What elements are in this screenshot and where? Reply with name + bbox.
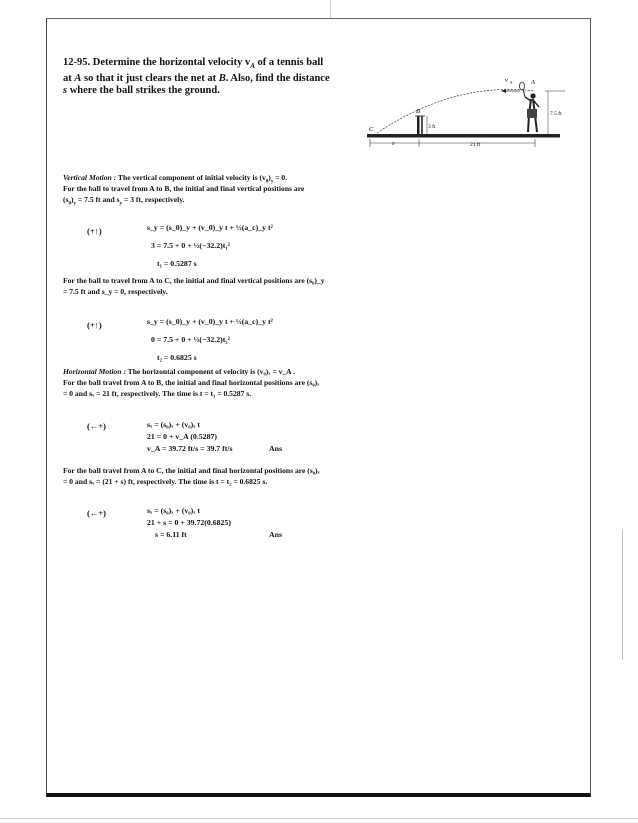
problem-statement: 12-95. Determine the horizontal velocity $v_A$ of a tennis ball at A so that it just clears the net at B. Also, find the distance s where the ball strikes the ground.: [63, 57, 330, 97]
equation: 3 = 7.5 + 0 + ½(−32.2)t₁²: [151, 241, 230, 250]
sign-convention-up: (+↑): [87, 320, 102, 330]
net-post: [421, 116, 423, 134]
equation: s = 6.11 ft: [155, 530, 187, 539]
sign-convention-left: (←+): [87, 421, 107, 431]
answer-label: Ans: [269, 530, 283, 539]
tennis-figure: [365, 69, 590, 164]
vertical-intro-line3: $(s_0)_y = 7.5$ ft and $s_y = 3$ ft, respectively.: [63, 195, 185, 207]
equation: v_A = 39.72 ft/s = 39.7 ft/s: [147, 444, 233, 453]
equation: s_y = (s_0)_y + (v_0)_y t + ½(a_c)_y t²: [147, 317, 273, 326]
sign-convention-up: (+↑): [87, 226, 102, 236]
vertical-intro-line5: = 7.5 ft and s_y = 0, respectively.: [63, 287, 168, 296]
label-b: B: [416, 108, 420, 115]
document-page: [46, 18, 591, 797]
label-va: v: [505, 78, 508, 84]
scan-edge-mark: [330, 0, 331, 18]
equation: t₂ = 0.6825 s: [157, 353, 197, 362]
answer-label: Ans: [269, 444, 283, 453]
equation: t₁ = 0.5287 s: [157, 259, 197, 268]
equation: 21 = 0 + v_A (0.5287): [147, 432, 217, 441]
horizontal-intro-line1: Horizontal Motion : The horizontal component of velocity is (v₀)ₓ = v_A .: [63, 367, 296, 376]
svg-text:A: A: [510, 80, 513, 85]
scan-bottom-line: [0, 818, 638, 819]
vertical-intro-line4: For the ball to travel from A to C, the initial and final vertical positions are (s₀)_y: [63, 276, 325, 285]
equation: sₓ = (s₀)ₓ + (v₀)ₓ t: [147, 506, 200, 515]
horizontal-intro-line2: For the ball travel from A to B, the initial and final horizontal positions are (s₀)ₓ: [63, 378, 320, 387]
ground: [367, 134, 560, 138]
equation: 0 = 7.5 + 0 + ½(−32.2)t₂²: [151, 335, 230, 344]
label-a: A: [531, 79, 535, 86]
problem-number: 12-95.: [63, 57, 91, 68]
equation: 21 + s = 0 + 39.72(0.6825): [147, 518, 231, 527]
horizontal-intro-line5: = 0 and sₓ = (21 + s) ft, respectively. The time is t = t₂ = 0.6825 s.: [63, 477, 268, 486]
label-c: C: [369, 126, 374, 133]
label-s: s: [392, 141, 395, 147]
equation: sₓ = (s₀)ₓ + (v₀)ₓ t: [147, 420, 200, 429]
vertical-intro-line2: For the ball to travel from A to B, the initial and final vertical positions are: [63, 184, 305, 193]
label-21ft: 21 ft: [470, 142, 481, 148]
ball-trajectory: [377, 89, 535, 133]
problem-text: Determine the horizontal velocity v: [92, 57, 251, 68]
vertical-intro-line1: Vertical Motion : The vertical component of initial velocity is $(v_0)_y = 0$.: [63, 173, 288, 185]
scan-edge-mark: [622, 530, 623, 660]
horizontal-intro-line3: = 0 and sₓ = 21 ft, respectively. The time is t = t₁ = 0.5287 s.: [63, 389, 252, 398]
label-3ft: 3 ft: [428, 124, 436, 130]
equation: s_y = (s_0)_y + (v_0)_y t + ½(a_c)_y t²: [147, 223, 273, 232]
horizontal-intro-line4: For the ball travel from A to C, the initial and final horizontal positions are (s₀)ₓ: [63, 466, 320, 475]
label-7-5ft: 7.5 ft: [550, 111, 562, 117]
net-post: [417, 116, 420, 134]
sign-convention-left: (←+): [87, 508, 107, 518]
